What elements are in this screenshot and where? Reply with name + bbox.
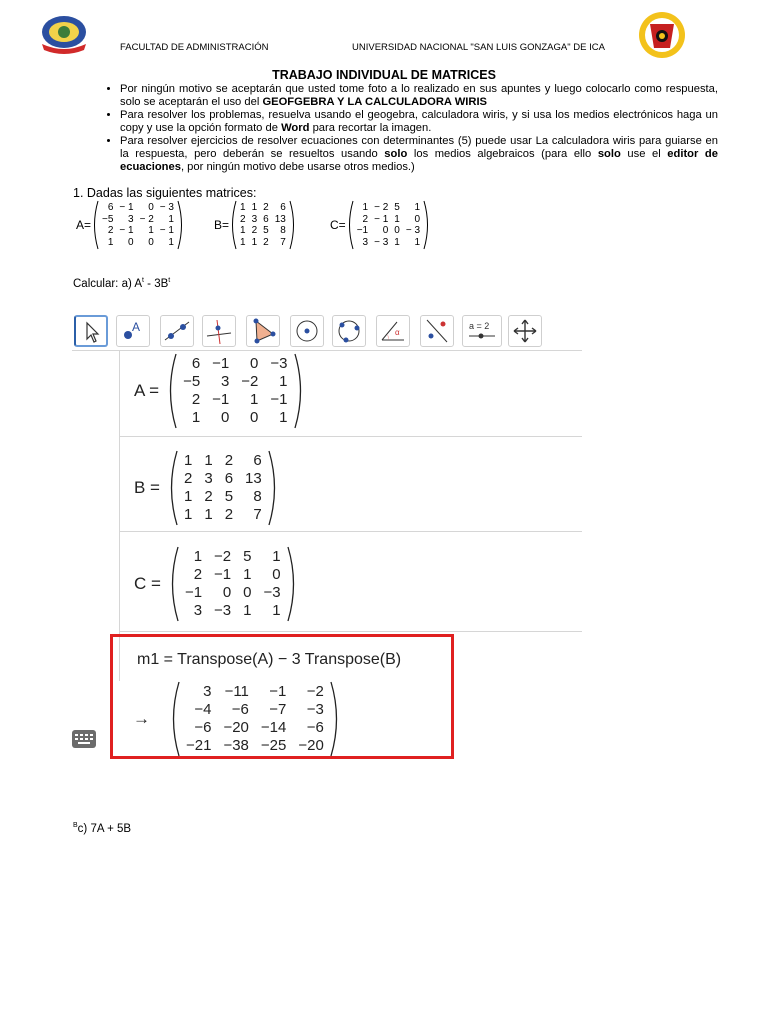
ggb-result-cell: −11 bbox=[224, 683, 249, 700]
ggb-result-cell: −1 bbox=[269, 683, 287, 700]
ggb-result-row bbox=[180, 737, 330, 755]
matrix-a-row bbox=[99, 237, 177, 249]
faculty-logo bbox=[38, 10, 90, 56]
ggb-matrix-b-cell: 2 bbox=[184, 470, 193, 487]
ggb-result-cell: −4 bbox=[194, 701, 212, 718]
matrix-c-cell: 0 bbox=[382, 225, 389, 236]
line-tool-button[interactable] bbox=[160, 315, 194, 347]
matrix-b-cell: 6 bbox=[263, 213, 269, 225]
ggb-matrix-c-cell: −3 bbox=[263, 584, 281, 601]
matrix-a-cell: − 1 bbox=[119, 202, 134, 213]
slider-label: a = 2 bbox=[469, 321, 490, 331]
matrix-a-row bbox=[99, 214, 177, 226]
right-paren bbox=[423, 200, 431, 250]
ggb-matrix-b-cell: 1 bbox=[204, 506, 213, 523]
matrix-c-cell: 5 bbox=[394, 202, 400, 213]
matrix-b-row bbox=[237, 202, 289, 214]
geogebra-toolbar bbox=[72, 312, 582, 351]
right-paren bbox=[289, 200, 297, 250]
matrix-c-cell: 1 bbox=[394, 236, 400, 248]
ggb-result-row bbox=[180, 683, 330, 701]
ggb-matrix-c-cell: 0 bbox=[272, 566, 281, 583]
right-paren bbox=[294, 353, 306, 429]
ggb-matrix-A bbox=[134, 353, 306, 429]
matrix-b-cell: 2 bbox=[263, 202, 269, 213]
matrix-a-cell: 1 bbox=[168, 213, 174, 225]
move-graphics-tool-button[interactable] bbox=[508, 315, 542, 347]
ggb-matrix-a-cell: 0 bbox=[220, 409, 230, 426]
matrix-c-cell: − 1 bbox=[374, 213, 389, 225]
matrix-c-row bbox=[354, 214, 423, 226]
ggb-matrix-a-row bbox=[177, 373, 293, 391]
result-arrow: → bbox=[133, 709, 150, 728]
circle-three-points-tool-button[interactable] bbox=[332, 315, 366, 347]
matrix-a-cell: 2 bbox=[107, 225, 114, 236]
matrix-b-cell: 8 bbox=[280, 225, 286, 236]
matrix-a-cell: − 1 bbox=[119, 225, 134, 236]
ggb-matrix-c-cell: −3 bbox=[214, 602, 232, 619]
ggb-matrix-a-row bbox=[177, 409, 293, 427]
ggb-matrix-a-cell: 1 bbox=[279, 373, 288, 390]
ggb-matrix-a-cell: 1 bbox=[279, 409, 288, 426]
matrix-b-cell: 7 bbox=[280, 236, 286, 248]
ggb-matrix-b-cell: 5 bbox=[224, 488, 234, 505]
point-tool-button[interactable] bbox=[116, 315, 150, 347]
keyboard-icon[interactable] bbox=[72, 730, 96, 748]
page-title: TRABAJO INDIVIDUAL DE MATRICES bbox=[272, 68, 496, 82]
ggb-matrix-a-cell: 1 bbox=[250, 391, 259, 408]
ggb-matrix-b-row bbox=[178, 488, 268, 506]
matrix-b-cell: 13 bbox=[274, 213, 286, 225]
matrix-c-cell: − 2 bbox=[374, 202, 389, 213]
ggb-matrix-a-cell: −1 bbox=[270, 391, 288, 408]
ggb-result-cell: −14 bbox=[260, 719, 287, 736]
ggb-command: m1 = Transpose(A) − 3 Transpose(B) bbox=[137, 651, 402, 668]
ggb-matrix-b-cell: 6 bbox=[224, 470, 234, 487]
ggb-matrix-c-cell: −2 bbox=[214, 548, 232, 565]
matrix-b-row bbox=[237, 214, 289, 226]
ggb-matrix-b-row bbox=[178, 470, 268, 488]
ggb-matrix-a-cell: 3 bbox=[220, 373, 230, 390]
matrix-C-label: C= bbox=[330, 218, 346, 232]
matrix-c-cell: 1 bbox=[414, 202, 421, 213]
ggb-matrix-B bbox=[134, 450, 280, 526]
ggb-matrix-c-cell: 3 bbox=[193, 602, 203, 619]
ggb-matrix-a-cell: 6 bbox=[191, 355, 201, 372]
matrix-a-cell: 0 bbox=[148, 236, 154, 248]
matrix-A-small bbox=[76, 200, 185, 250]
ggb-matrix-b-row bbox=[178, 452, 268, 470]
result-highlight-box bbox=[110, 634, 454, 759]
ggb-matrix-b-cell: 1 bbox=[184, 452, 193, 469]
ggb-matrix-a-row bbox=[177, 391, 293, 409]
question-1: 1. Dadas las siguientes matrices: bbox=[73, 186, 257, 200]
polygon-tool-button[interactable] bbox=[246, 315, 280, 347]
matrix-b-cell: 1 bbox=[240, 225, 246, 236]
ggb-matrix-a-cell: −2 bbox=[241, 373, 259, 390]
ggb-matrix-b-cell: 8 bbox=[253, 488, 262, 505]
ggb-matrix-a-cell: −5 bbox=[183, 373, 201, 390]
ggb-matrix-c-cell: 1 bbox=[272, 548, 281, 565]
ggb-matrix-a-cell: 0 bbox=[250, 409, 259, 426]
ggb-result-cell: −20 bbox=[298, 737, 324, 754]
left-paren bbox=[346, 200, 354, 250]
ggb-result-cell: −7 bbox=[269, 701, 287, 718]
left-paren bbox=[167, 546, 179, 622]
matrix-a-cell: 0 bbox=[148, 202, 154, 213]
ggb-matrix-c-row bbox=[179, 566, 287, 584]
left-paren bbox=[168, 681, 180, 757]
ggb-matrix-c-row bbox=[179, 548, 287, 566]
ggb-matrix-c-cell: 1 bbox=[243, 566, 252, 583]
ggb-matrix-B-label: B = bbox=[134, 478, 160, 497]
ggb-matrix-a-row bbox=[177, 355, 293, 373]
ggb-matrix-c-row bbox=[179, 584, 287, 602]
ggb-matrix-a-cell: −1 bbox=[212, 355, 230, 372]
ggb-matrix-b-cell: 1 bbox=[204, 452, 213, 469]
ggb-matrix-b-cell: 13 bbox=[245, 470, 262, 487]
ggb-matrix-b-cell: 1 bbox=[184, 488, 193, 505]
instructions-list bbox=[96, 83, 718, 174]
ggb-matrix-b-cell: 2 bbox=[224, 506, 234, 523]
ggb-matrix-a-cell: 2 bbox=[191, 391, 201, 408]
ggb-matrix-c-cell: 0 bbox=[243, 584, 252, 601]
matrix-a-cell: −5 bbox=[102, 213, 114, 225]
matrix-b-cell: 2 bbox=[251, 225, 258, 236]
ggb-matrix-a-cell: −1 bbox=[212, 391, 230, 408]
matrix-c-cell: − 3 bbox=[374, 236, 389, 248]
ggb-result-cell: −25 bbox=[260, 737, 287, 754]
left-paren bbox=[229, 200, 237, 250]
university-seal bbox=[636, 10, 688, 60]
ggb-matrix-c-cell: 2 bbox=[193, 566, 203, 583]
matrix-a-cell: 0 bbox=[128, 236, 134, 248]
ggb-result-cell: −38 bbox=[223, 737, 249, 754]
matrix-c-row bbox=[354, 202, 423, 214]
matrix-b-cell: 1 bbox=[251, 236, 258, 248]
ggb-matrix-c-cell: 1 bbox=[272, 602, 281, 619]
ggb-matrix-a-cell: 1 bbox=[191, 409, 201, 426]
ggb-matrix-b-row bbox=[178, 506, 268, 524]
svg-text:α: α bbox=[395, 328, 400, 337]
ggb-result-cell: 3 bbox=[203, 683, 212, 700]
matrix-c-cell: − 3 bbox=[405, 225, 421, 236]
matrix-c-row bbox=[354, 225, 423, 237]
matrix-a-cell: 1 bbox=[107, 236, 114, 248]
right-paren bbox=[330, 681, 342, 757]
ggb-matrix-c-row bbox=[179, 602, 287, 620]
ggb-result-cell: −20 bbox=[223, 719, 249, 736]
ggb-matrix-c-cell: 1 bbox=[243, 602, 252, 619]
calc-a: Calcular: a) $A^t - 3B^t$ bbox=[73, 277, 171, 290]
matrix-c-cell: 1 bbox=[394, 213, 400, 225]
instruction-item: • Para resolver ejercicios de resolver ecuaciones con determinantes (5) puede usar La calculadora wiris para guiarse en la respuesta, pero deberán se resueltos usando solo los medios algebraicos (para ello solo use el editor de ecuaciones, por ningún motivo debe usarse otros medios.) bbox=[120, 135, 718, 174]
instruction-item: • Para resolver los problemas, resuelva usando el geogebra, calculadora wiris, y si usa los medios electrónicos haga un copy y use la opción formato de Word para recortar la imagen. bbox=[120, 109, 718, 135]
matrix-B-small bbox=[214, 200, 297, 250]
ggb-matrix-b-cell: 1 bbox=[184, 506, 193, 523]
matrix-a-cell: 3 bbox=[128, 213, 134, 225]
university-name: UNIVERSIDAD NACIONAL "SAN LUIS GONZAGA" DE ICA bbox=[352, 42, 605, 53]
matrix-c-cell: 1 bbox=[362, 202, 369, 213]
matrix-a-row bbox=[99, 225, 177, 237]
ggb-matrix-c-cell: −1 bbox=[184, 584, 203, 601]
matrix-A-label: A= bbox=[76, 218, 92, 232]
ggb-matrix-a-cell: −3 bbox=[270, 355, 288, 372]
part-c: $^B$c) 7A + 5B bbox=[73, 822, 132, 835]
matrix-a-cell: 6 bbox=[107, 202, 114, 213]
matrix-c-cell: 0 bbox=[414, 213, 421, 225]
matrix-B-label: B= bbox=[214, 218, 230, 232]
right-paren bbox=[177, 200, 185, 250]
matrix-b-row bbox=[237, 237, 289, 249]
ggb-result-cell: −3 bbox=[306, 701, 324, 718]
ggb-matrix-b-cell: 6 bbox=[253, 452, 262, 469]
angle-tool-button[interactable] bbox=[376, 315, 410, 347]
matrix-c-cell: 0 bbox=[394, 225, 400, 236]
ggb-result-row bbox=[180, 719, 330, 737]
matrix-c-cell: −1 bbox=[356, 225, 369, 236]
ggb-result-cell: −21 bbox=[186, 737, 212, 754]
faculty-name: FACULTAD DE ADMINISTRACIÓN bbox=[120, 42, 269, 53]
matrix-b-row bbox=[237, 225, 289, 237]
matrix-a-cell: − 2 bbox=[139, 213, 154, 225]
matrix-b-cell: 1 bbox=[240, 236, 246, 248]
matrix-b-cell: 2 bbox=[240, 213, 246, 225]
move-tool-button[interactable] bbox=[74, 315, 108, 347]
matrix-a-cell: − 3 bbox=[159, 202, 174, 213]
matrix-b-cell: 6 bbox=[280, 202, 286, 213]
matrix-b-cell: 1 bbox=[251, 202, 258, 213]
matrix-a-cell: − 1 bbox=[159, 225, 174, 236]
ggb-matrix-b-cell: 2 bbox=[204, 488, 213, 505]
ggb-matrix-c-cell: −1 bbox=[214, 566, 232, 583]
perpendicular-tool-button[interactable] bbox=[202, 315, 236, 347]
matrix-c-cell: 1 bbox=[414, 236, 421, 248]
matrix-c-cell: 2 bbox=[362, 213, 369, 225]
ggb-result-cell: −6 bbox=[306, 719, 324, 736]
ggb-matrix-A-label: A = bbox=[134, 381, 160, 400]
matrix-a-cell: 1 bbox=[168, 236, 174, 248]
ggb-matrix-c-cell: 5 bbox=[243, 548, 252, 565]
ggb-matrix-b-cell: 7 bbox=[253, 506, 262, 523]
left-paren bbox=[165, 353, 177, 429]
ggb-matrix-C bbox=[134, 546, 299, 622]
matrix-b-cell: 5 bbox=[263, 225, 269, 236]
ggb-matrix-b-cell: 2 bbox=[224, 452, 234, 469]
ggb-result-row bbox=[180, 701, 330, 719]
matrix-b-cell: 1 bbox=[240, 202, 246, 213]
right-paren bbox=[268, 450, 280, 526]
left-paren bbox=[166, 450, 178, 526]
ggb-matrix-b-cell: 3 bbox=[204, 470, 213, 487]
ggb-result-matrix bbox=[133, 681, 342, 757]
ggb-matrix-a-cell: 0 bbox=[250, 355, 259, 372]
matrix-c-row bbox=[354, 237, 423, 249]
matrix-a-cell: 1 bbox=[148, 225, 154, 236]
matrix-c-cell: 3 bbox=[362, 236, 369, 248]
matrix-b-cell: 2 bbox=[263, 236, 269, 248]
slider-tool-button[interactable] bbox=[462, 315, 502, 347]
left-paren bbox=[91, 200, 99, 250]
svg-text:A: A bbox=[132, 320, 141, 334]
reflect-tool-button[interactable] bbox=[420, 315, 454, 347]
matrix-a-row bbox=[99, 202, 177, 214]
circle-center-tool-button[interactable] bbox=[290, 315, 324, 347]
matrix-b-cell: 3 bbox=[251, 213, 258, 225]
instruction-item: • Por ningún motivo se aceptarán que usted tome foto a lo realizado en sus apuntes y luego colocarlo como respuesta, solo se aceptarán el uso del GEOFGEBRA Y LA CALCULADORA WIRIS bbox=[120, 83, 718, 109]
right-paren bbox=[287, 546, 299, 622]
ggb-result-cell: −2 bbox=[306, 683, 324, 700]
matrix-C-small bbox=[330, 200, 431, 250]
ggb-result-cell: −6 bbox=[231, 701, 249, 718]
ggb-result-cell: −6 bbox=[194, 719, 212, 736]
ggb-matrix-c-cell: 1 bbox=[193, 548, 203, 565]
ggb-matrix-c-cell: 0 bbox=[222, 584, 232, 601]
ggb-matrix-C-label: C = bbox=[134, 574, 161, 593]
